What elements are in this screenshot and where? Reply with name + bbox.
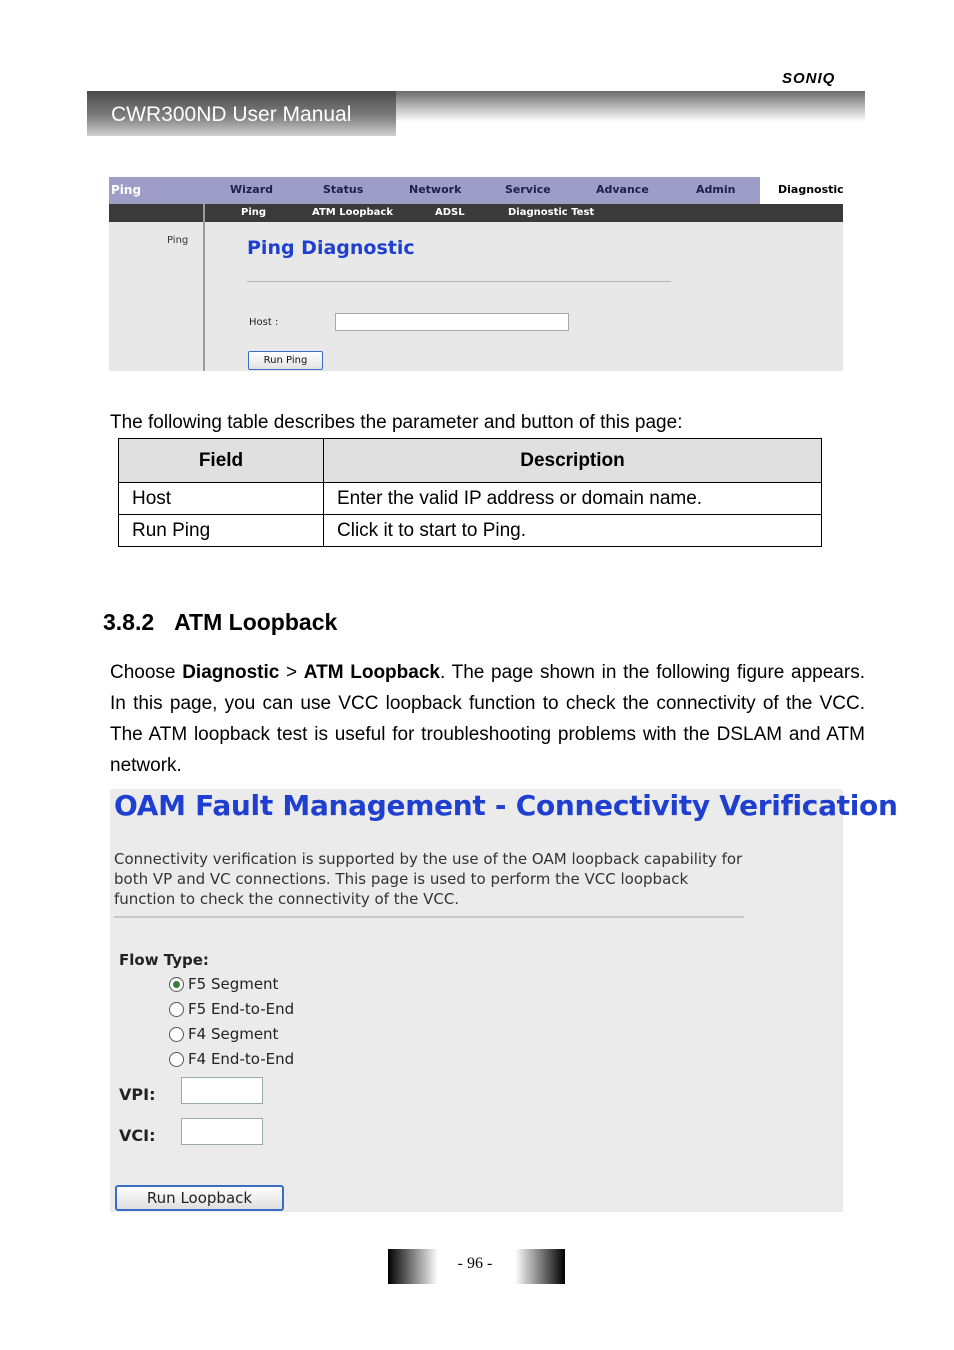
ping-diagnostic-screenshot [109, 177, 843, 371]
radio-label: F5 End-to-End [188, 1000, 295, 1018]
run-loopback-button[interactable]: Run Loopback [115, 1185, 284, 1211]
nav-network[interactable]: Network [409, 183, 462, 196]
subnav-adsl[interactable]: ADSL [435, 207, 465, 218]
section-paragraph [110, 657, 865, 781]
vpi-label: VPI: [119, 1085, 156, 1104]
cell-description: Enter the valid IP address or domain name. [324, 483, 822, 515]
oam-screenshot [110, 789, 898, 1212]
para-text: > [279, 662, 304, 683]
nav-advance[interactable]: Advance [596, 183, 649, 196]
para-text: . The page shown in the following figure appears. In this page, you can use VCC loopback function to check the connectivity of the VCC. The ATM loopback test is useful for troubleshooting problems with the DSLAM and ATM network. [110, 662, 865, 776]
radio-label: F4 Segment [188, 1025, 279, 1043]
host-input[interactable] [335, 313, 569, 331]
table-header-row [119, 439, 822, 483]
oam-description: Connectivity verification is supported by the use of the OAM loopback capability for both VP and VC connections. This page is used to perform the VCC loopback function to check the connectivity of the VCC. [114, 850, 743, 908]
radio-selected-icon[interactable] [169, 977, 184, 992]
radio-label: F4 End-to-End [188, 1050, 295, 1068]
sidebar-item-ping[interactable]: Ping [167, 235, 189, 246]
table-intro: The following table describes the parameter and button of this page: [110, 412, 683, 433]
para-bold-atm-loopback: ATM Loopback [303, 662, 440, 683]
nav-service[interactable]: Service [505, 183, 551, 196]
oam-page-title: OAM Fault Management - Connectivity Verification [114, 789, 898, 822]
section-number: 3.8.2 [103, 609, 155, 635]
vpi-input[interactable] [181, 1077, 263, 1104]
vci-input[interactable] [181, 1118, 263, 1145]
para-text: Choose [110, 662, 183, 683]
radio-icon[interactable] [169, 1002, 184, 1017]
subnav-ping[interactable]: Ping [241, 207, 267, 218]
nav-status[interactable]: Status [323, 183, 364, 196]
radio-f5-end-to-end[interactable] [169, 1000, 294, 1018]
radio-icon[interactable] [169, 1052, 184, 1067]
header-description: Description [324, 439, 822, 483]
sub-nav-gap [109, 231, 204, 249]
section-heading [103, 609, 337, 636]
table-row [119, 483, 822, 515]
footer-gradient-right [515, 1249, 565, 1284]
page-number: - 96 - [457, 1255, 493, 1272]
oam-divider [114, 916, 744, 918]
cell-description: Click it to start to Ping. [324, 515, 822, 547]
cell-field: Run Ping [119, 515, 324, 547]
section-title: ATM Loopback [174, 609, 338, 635]
nav-admin[interactable]: Admin [696, 183, 736, 196]
radio-f4-segment[interactable] [169, 1025, 278, 1043]
flow-type-label: Flow Type: [119, 951, 209, 969]
sidebar-divider [203, 204, 205, 371]
subnav-diagnostic-test[interactable]: Diagnostic Test [508, 207, 595, 218]
manual-title: CWR300ND User Manual [111, 103, 352, 126]
ping-page-title: Ping Diagnostic [247, 237, 415, 259]
title-divider [247, 281, 671, 282]
nav-wizard[interactable]: Wizard [230, 183, 274, 196]
nav-diagnostic[interactable]: Diagnostic [760, 177, 843, 204]
vci-label: VCI: [119, 1126, 156, 1145]
cell-field: Host [119, 483, 324, 515]
sub-nav-bar [109, 204, 843, 222]
top-nav-bar [109, 177, 843, 204]
radio-label: F5 Segment [188, 975, 279, 993]
host-label: Host : [249, 317, 279, 328]
header-field: Field [119, 439, 324, 483]
brand-logo: SONIQ [782, 70, 836, 87]
radio-f4-end-to-end[interactable] [169, 1050, 294, 1068]
radio-icon[interactable] [169, 1027, 184, 1042]
table-row [119, 515, 822, 547]
footer-gradient-left [388, 1249, 438, 1284]
subnav-atm-loopback[interactable]: ATM Loopback [312, 207, 393, 218]
radio-f5-segment[interactable] [169, 975, 278, 993]
parameter-table [118, 438, 822, 547]
current-page-label: Ping [111, 183, 142, 197]
para-bold-diagnostic: Diagnostic [182, 662, 280, 683]
run-ping-button[interactable]: Run Ping [248, 351, 323, 370]
